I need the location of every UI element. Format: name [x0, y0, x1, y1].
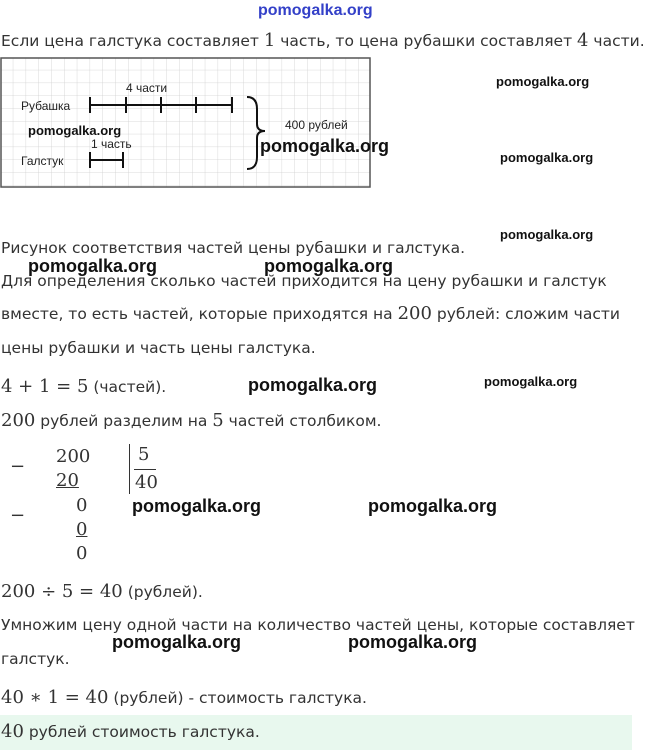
label-tie: Галстук: [21, 154, 64, 168]
intro-text: Если цена галстука составляет: [1, 32, 264, 50]
division-remainder-2: 0: [76, 543, 88, 564]
watermark-multiply-2: pomogalka.org: [348, 632, 478, 652]
answer-num: 40: [1, 721, 24, 742]
watermark-paragraph-1: pomogalka.org: [28, 256, 158, 276]
intro-num-1: 1: [263, 30, 276, 51]
division-vertical-line: [129, 444, 130, 494]
intro-text-end: части.: [588, 32, 645, 50]
answer-text: рублей стоимость галстука.: [23, 723, 260, 741]
watermark-division-1: pomogalka.org: [132, 496, 262, 516]
watermark-right-1: pomogalka.org: [496, 74, 590, 89]
division-horizontal-line: [134, 469, 156, 470]
multiply-line-1: Умножим цену одной части на количество частей цены, которые составляет: [1, 616, 635, 634]
watermark-right-2: pomogalka.org: [500, 150, 594, 165]
label-shirt-parts: 4 части: [126, 81, 168, 95]
equation-division-math: 200 ÷ 5 = 40: [1, 581, 123, 602]
divide-text-end: частей столбиком.: [223, 412, 382, 430]
divide-text: рублей разделим на: [35, 412, 213, 430]
paragraph-num-200: 200: [397, 303, 432, 324]
watermark-diagram-big: pomogalka.org: [260, 136, 390, 156]
intro-line: [1, 30, 645, 52]
watermark-right-3: pomogalka.org: [500, 227, 594, 242]
divide-instruction: [1, 410, 381, 432]
paragraph-line-2: [1, 303, 620, 325]
intro-text-middle: часть, то цена рубашки составляет: [275, 32, 578, 50]
watermark-diagram-small: pomogalka.org: [28, 123, 122, 138]
paragraph-text: вместе, то есть частей, которые приходятся на: [1, 305, 398, 323]
watermark-paragraph-2: pomogalka.org: [264, 256, 394, 276]
parts-diagram: [0, 57, 390, 188]
multiply-line-2: галстук.: [1, 650, 70, 668]
equation-multiply: [1, 687, 367, 709]
division-minus-2: −: [10, 505, 26, 526]
equation-division-unit: (рублей).: [122, 583, 203, 601]
division-quotient: 40: [135, 472, 158, 493]
label-shirt: Рубашка: [21, 99, 71, 113]
equation-multiply-math: 40 ∗ 1 = 40: [1, 687, 109, 708]
watermark-eq1-big: pomogalka.org: [248, 375, 378, 395]
figure-caption: Рисунок соответствия частей цены рубашки и галстука.: [1, 239, 466, 257]
paragraph-line-3: цены рубашки и часть цены галстука.: [1, 339, 316, 357]
equation-parts-unit: (частей).: [88, 378, 167, 396]
division-remainder-1: 0: [76, 495, 88, 516]
watermark-top: pomogalka.org: [258, 2, 373, 19]
intro-num-4: 4: [577, 30, 589, 51]
answer-box: [0, 715, 632, 750]
answer-line: [1, 721, 260, 743]
equation-division: [1, 581, 203, 603]
label-total: 400 рублей: [285, 118, 348, 132]
division-subtrahend-1: 20: [56, 470, 79, 491]
paragraph-line-1: Для определения сколько частей приходится на цену рубашки и галстук: [1, 272, 607, 290]
division-divisor: 5: [138, 444, 150, 465]
equation-parts-math: 4 + 1 = 5: [1, 376, 89, 397]
equation-multiply-text: (рублей) - стоимость галстука.: [108, 689, 367, 707]
divide-num-5: 5: [212, 410, 224, 431]
watermark-division-2: pomogalka.org: [368, 496, 498, 516]
watermark-multiply-1: pomogalka.org: [112, 632, 242, 652]
label-tie-parts: 1 часть: [91, 137, 132, 151]
paragraph-text-end: рублей: сложим части: [431, 305, 620, 323]
division-minus-1: −: [10, 456, 26, 477]
equation-parts: [1, 376, 166, 398]
watermark-eq1-small: pomogalka.org: [484, 374, 578, 389]
divide-num-200: 200: [1, 410, 36, 431]
division-dividend: 200: [56, 446, 91, 467]
division-subtrahend-2: 0: [76, 519, 88, 540]
